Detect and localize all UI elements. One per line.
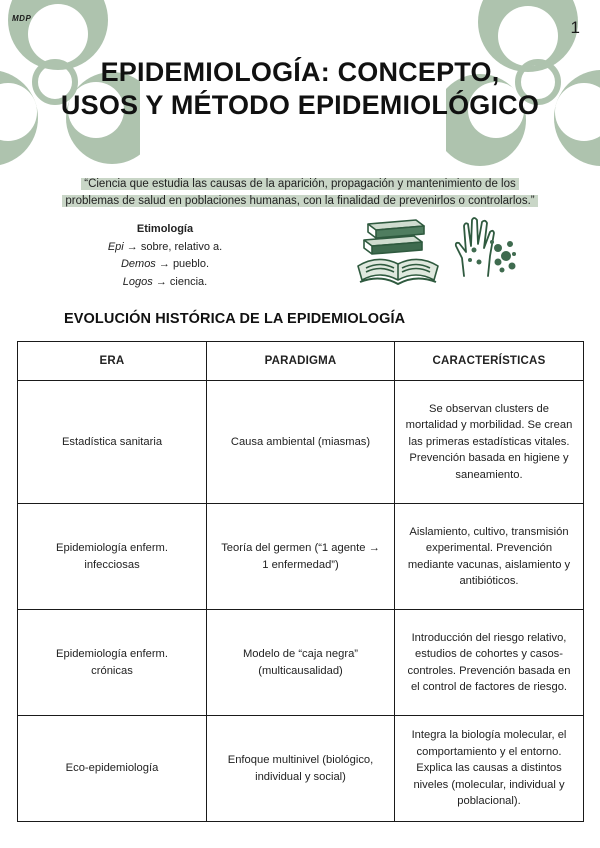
title-line-1: EPIDEMIOLOGÍA: CONCEPTO, [100, 57, 500, 87]
era-cell: Estadística sanitaria [18, 381, 207, 504]
paradigma-cell: Causa ambiental (miasmas) [207, 381, 395, 504]
era-cell: Epidemiología enferm. infecciosas [18, 504, 207, 610]
definition-text: “Ciencia que estudia las causas de la aparición, propagación y mantenimiento de los problemas de salud en poblaciones humanas, con la finalidad de prevenirlos o controlarlos.” [62, 178, 537, 207]
paradigma-cell: Modelo de “caja negra” (multicausalidad) [207, 610, 395, 716]
column-header-era: ERA [18, 342, 207, 381]
era-cell: Eco-epidemiología [18, 716, 207, 822]
books-icon [354, 214, 442, 290]
section-title: EVOLUCIÓN HISTÓRICA DE LA EPIDEMIOLOGÍA [64, 311, 406, 327]
page-number: 1 [570, 18, 580, 37]
column-header-paradigma: PARADIGMA [207, 342, 395, 381]
paradigma-cell: Enfoque multinivel (biológico, individual y social) [207, 716, 395, 822]
etymology-item: Epi → sobre, relativo a. [107, 240, 223, 253]
history-table [17, 341, 584, 822]
etymology-heading: Etimología [136, 223, 194, 235]
brand-mark: MDP [12, 14, 32, 23]
caracteristicas-cell: Introducción del riesgo relativo, estudios de cohortes y casos-controles. Prevención basada en el control de factores de riesgo. [395, 610, 584, 716]
table-row [18, 716, 584, 822]
table-row [18, 381, 584, 504]
caracteristicas-cell: Aislamiento, cultivo, transmisión experimental. Prevención mediante vacunas, aislamiento y antibióticos. [395, 504, 584, 610]
etymology-block [80, 221, 250, 291]
caracteristicas-cell: Se observan clusters de mortalidad y morbilidad. Se crean las primeras estadísticas vitales. Prevención basada en higiene y saneamiento. [395, 381, 584, 504]
table-row [18, 504, 584, 610]
title-line-2: USOS Y MÉTODO EPIDEMIOLÓGICO [60, 90, 540, 120]
era-cell: Epidemiología enferm. crónicas [18, 610, 207, 716]
table-row [18, 610, 584, 716]
caracteristicas-cell: Integra la biología molecular, el comportamiento y el entorno. Explica las causas a distintos niveles (molecular, individual y poblacional). [395, 716, 584, 822]
table-header-row [18, 342, 584, 381]
page-title [0, 56, 600, 122]
etymology-item: Logos → ciencia. [122, 275, 208, 288]
germ-hand-icon [452, 214, 520, 282]
paradigma-cell: Teoría del germen (“1 agente → 1 enfermedad”) [207, 504, 395, 610]
etymology-item: Demos → pueblo. [120, 258, 210, 270]
definition-quote [60, 176, 540, 209]
column-header-caracteristicas: CARACTERÍSTICAS [395, 342, 584, 381]
